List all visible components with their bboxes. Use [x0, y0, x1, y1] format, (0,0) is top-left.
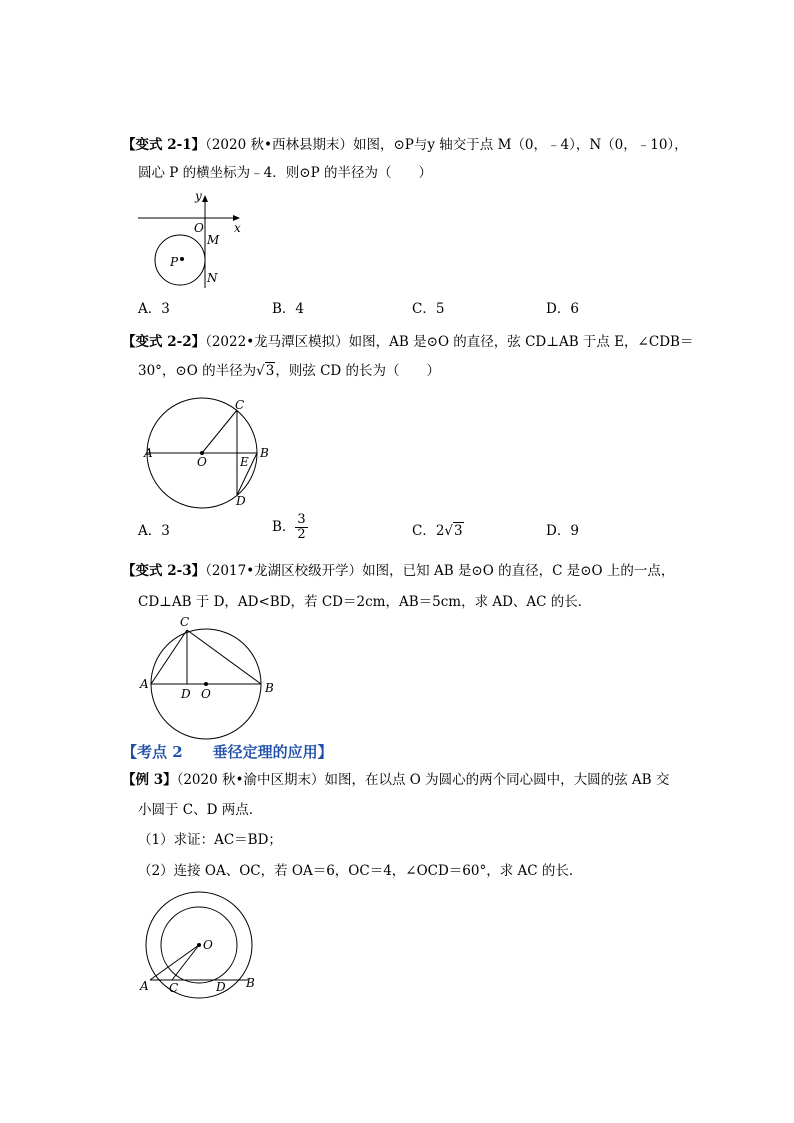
label-o: O: [194, 221, 204, 235]
label-a: A: [140, 677, 149, 691]
v22-radius-sqrt: 3: [265, 363, 275, 379]
v21-text-1: 如图，⊙P与y 轴交于点 M（0，﹣4），N（0，﹣10），: [352, 137, 688, 153]
v21-line1: [122, 135, 688, 155]
circle-p: [155, 235, 205, 285]
v21-figure: [130, 188, 250, 296]
ex3-question-2: （2）连接 OA、OC，若 OA＝6，OC＝4，∠OCD＝60°，求 AC 的长．: [138, 863, 583, 879]
y-axis-arrow-icon: [202, 195, 208, 202]
label-o: O: [201, 687, 211, 701]
v21-option-d: D．6: [546, 301, 579, 317]
segment-ac: [151, 630, 187, 684]
v23-line1: [122, 561, 674, 581]
label-d: D: [181, 687, 191, 701]
ex3-text-2: 小圆于 C、D 两点．: [138, 802, 263, 818]
segment-oc: [202, 410, 237, 453]
label-c: C: [169, 981, 179, 995]
section-heading-kaodian-2: 【考点 2 垂径定理的应用】: [122, 743, 333, 761]
label-d: D: [236, 494, 246, 508]
label-c: C: [235, 398, 245, 412]
label-d: D: [216, 980, 226, 994]
label-a: A: [144, 446, 153, 460]
v21-source: （2020 秋•西林县期末）: [205, 137, 353, 153]
label-y: y: [195, 189, 202, 203]
label-n: N: [207, 271, 218, 285]
v22-option-a: A．3: [138, 523, 170, 539]
ex3-text-1: 如图，在以点 O 为圆心的两个同心圆中，大圆的弦 AB 交: [324, 772, 670, 788]
label-e: E: [240, 455, 249, 469]
segment-cb: [187, 630, 261, 684]
v22-line2: [138, 361, 440, 381]
v21-option-c: C．5: [412, 301, 445, 317]
v22-tag: 【变式 2-2】: [122, 334, 206, 350]
v22-option-c: [412, 521, 464, 541]
v22-text-1: 如图，AB 是⊙O 的直径，弦 CD⊥AB 于点 E，∠CDB＝: [348, 334, 694, 350]
v22-option-b-label: B．: [272, 519, 296, 535]
v23-text-2: CD⊥AB 于 D，AD<BD，若 CD＝2cm，AB＝5cm，求 AD、AC 的长．: [138, 594, 592, 610]
v22-option-b: [272, 513, 308, 542]
label-o: O: [197, 455, 207, 469]
v22-line1: [122, 332, 693, 352]
v21-text-2: 圆心 P 的横坐标为﹣4．则⊙P 的半径为（ ）: [138, 165, 432, 181]
sqrt-sign-icon: √: [444, 523, 454, 539]
v22-text-2b: ，则弦 CD 的长为（ ）: [275, 363, 441, 379]
center-p-point: [180, 257, 184, 261]
v23-tag: 【变式 2-3】: [122, 563, 206, 579]
label-b: B: [246, 976, 255, 990]
v22-option-b-fraction: [295, 513, 307, 542]
v22-text-2a: 30°，⊙O 的半径为: [138, 363, 257, 379]
v22-option-c-label: C．2: [412, 523, 445, 539]
v21-tag: 【变式 2-1】: [122, 137, 206, 153]
label-o: O: [203, 938, 213, 952]
ex3-figure: [136, 892, 266, 1002]
fraction-denominator: 2: [297, 527, 306, 542]
segment-oa: [150, 945, 199, 980]
label-x: x: [234, 221, 241, 235]
ex3-tag: 【例 3】: [122, 772, 177, 788]
v22-option-d: D．9: [546, 523, 579, 539]
label-b: B: [260, 446, 269, 460]
label-b: B: [265, 681, 274, 695]
segment-oc: [172, 945, 199, 980]
v23-text-1: 如图，已知 AB 是⊙O 的直径，C 是⊙O 上的一点，: [362, 563, 675, 579]
sqrt-sign-icon: √: [256, 363, 265, 379]
ex3-source: （2020 秋•渝中区期末）: [176, 772, 325, 788]
v23-source: （2017•龙湖区校级开学）: [205, 563, 363, 579]
v22-option-c-sqrt: 3: [454, 523, 463, 539]
ex3-question-1: （1）求证：AC＝BD；: [138, 832, 282, 848]
v21-option-b: B．4: [272, 301, 305, 317]
v22-figure: [140, 395, 280, 510]
label-a: A: [140, 979, 149, 993]
v23-figure: [136, 612, 286, 740]
ex3-line1: [122, 770, 669, 790]
label-p: P: [170, 255, 179, 269]
label-c: C: [180, 615, 190, 629]
v22-source: （2022•龙马潭区模拟）: [205, 334, 349, 350]
label-m: M: [207, 233, 220, 247]
fraction-numerator: 3: [297, 512, 306, 527]
center-o-point: [197, 943, 201, 947]
center-o-point: [204, 682, 208, 686]
v21-option-a: A．3: [138, 301, 170, 317]
